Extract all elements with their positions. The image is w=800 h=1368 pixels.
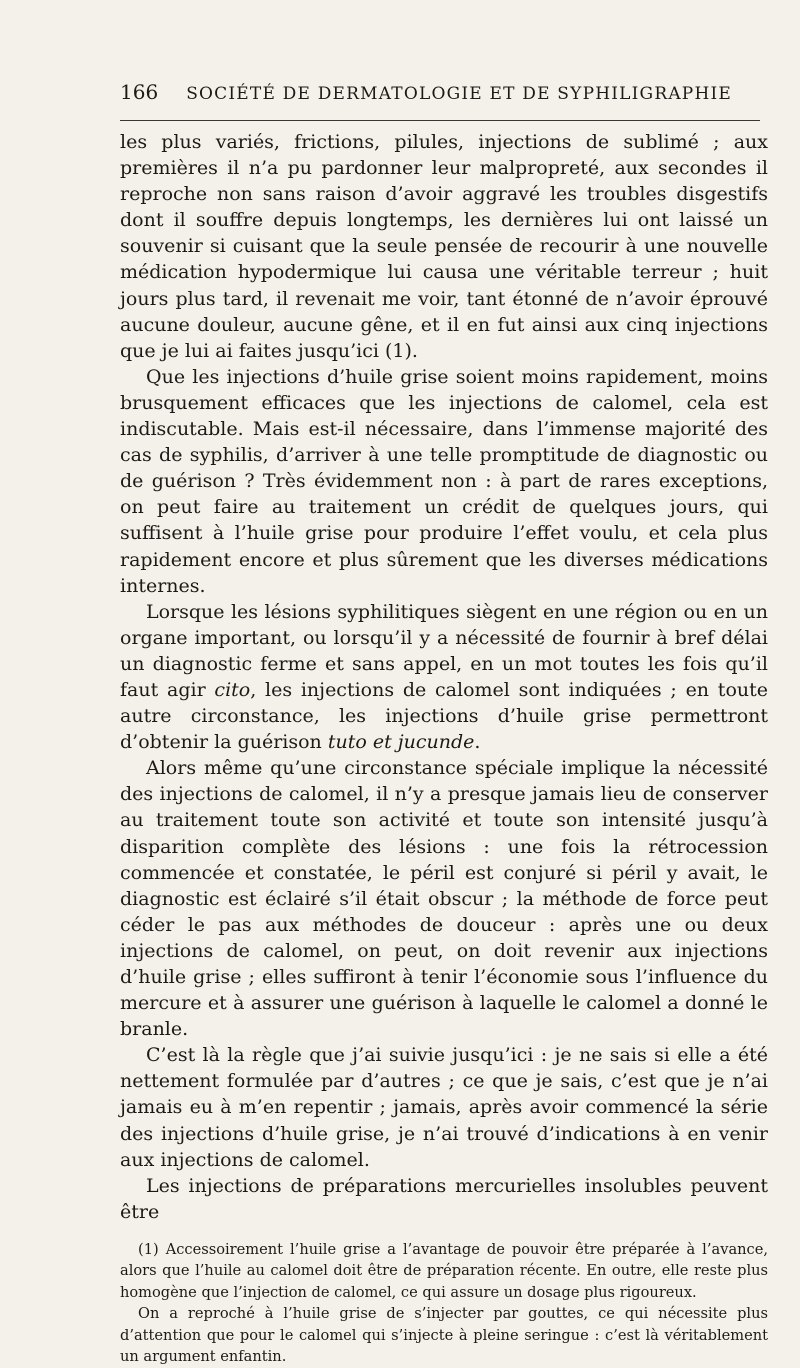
paragraph-5: C’est là la règle que j’ai suivie jusqu’ici : je ne sais si elle a été nettement formulée par d’autres ; ce que je sais, c’est que je n’ai jamais eu à m’en repentir ; jamais, après avoir commencé la série des injections d’huile grise, je n’ai trouvé d’indications à en venir aux injections de calomel.	[120, 1044, 768, 1171]
footnote-1: (1) Accessoirement l’huile grise a l’avantage de pouvoir être préparée à l’avance, alors que l’huile au calomel doit être de préparation récente. En outre, elle reste plus homogène que l’injection de calomel, ce qui assure un dosage plus rigoureux.	[120, 1240, 768, 1301]
paragraph-3-part-a: Lorsque les lésions syphilitiques siègent en une région ou en un organe important, ou lorsqu’il y a nécessité de fournir à bref délai un diagnostic ferme et sans appel, en un mot toutes les fois qu’il faut agir	[120, 600, 768, 701]
footnote-1-continued: On a reproché à l’huile grise de s’injecter par gouttes, ce qui nécessite plus d’attention que pour le calomel qui s’injecte à pleine seringue : c’est là véritablement un argument enfantin.	[120, 1305, 768, 1366]
paragraph-3-part-b: , les injections de calomel sont indiquées ; en toute autre circonstance, les injections d’huile grise permettront d’obtenir la guérison	[120, 678, 768, 754]
paragraph-1: les plus variés, frictions, pilules, injections de sublimé ; aux premières il n’a pu pardonner leur malpropreté, aux secondes il reproche non sans raison d’avoir aggravé les troubles disgestifs dont il souffre depuis longtemps, les dernières lui ont laissé un souvenir si cuisant que la seule pensée de recourir à une nouvelle médication hypodermique lui causa une véritable terreur ; huit jours plus tard, il revenait me voir, tant étonné de n’avoir éprouvé aucune douleur, aucune gêne, et il en fut ainsi aux cinq injections que je lui ai faites jusqu’ici (1).	[120, 131, 768, 362]
book-page	[120, 80, 768, 1368]
paragraph-2: Que les injections d’huile grise soient moins rapidement, moins brusquement efficaces que les injections de calomel, cela est indiscutable. Mais est-il nécessaire, dans l’immense majorité des cas de syphilis, d’arriver à une telle promptitude de diagnostic ou de guérison ? Très évidemment non : à part de rares exceptions, on peut faire au traitement un crédit de quelques jours, qui suffisent à l’huile grise pour produire l’effet voulu, et cela plus rapidement encore et plus sûrement que les diverses médications internes.	[120, 365, 768, 597]
body-text	[120, 129, 768, 1225]
page-number: 166	[120, 80, 159, 104]
running-head: SOCIÉTÉ DE DERMATOLOGIE ET DE SYPHILIGRAPHIE	[186, 84, 732, 104]
footnotes	[120, 1239, 768, 1368]
paragraph-3	[120, 599, 768, 756]
header-rule	[120, 120, 760, 121]
page-header	[120, 80, 768, 116]
paragraph-4: Alors même qu’une circonstance spéciale implique la nécessité des injections de calomel, il n’y a presque jamais lieu de conserver au traitement toute son activité et toute son intensité jusqu’à disparition complète des lésions : une fois la rétrocession commencée et constatée, le péril est conjuré si péril y avait, le diagnostic est éclairé s’il était obscur ; la méthode de force peut céder le pas aux méthodes de douceur : après une ou deux injections de calomel, on peut, on doit revenir aux injections d’huile grise ; elles suffiront à tenir l’économie sous l’influence du mercure et à assurer une guérison à laquelle le calomel a donné le branle.	[120, 757, 768, 1041]
paragraph-3-part-c: .	[474, 731, 481, 754]
paragraph-6: Les injections de préparations mercurielles insolubles peuvent être	[120, 1174, 768, 1223]
italic-cito: cito	[214, 678, 251, 701]
italic-tuto-et-jucunde: tuto et jucunde	[327, 731, 475, 754]
